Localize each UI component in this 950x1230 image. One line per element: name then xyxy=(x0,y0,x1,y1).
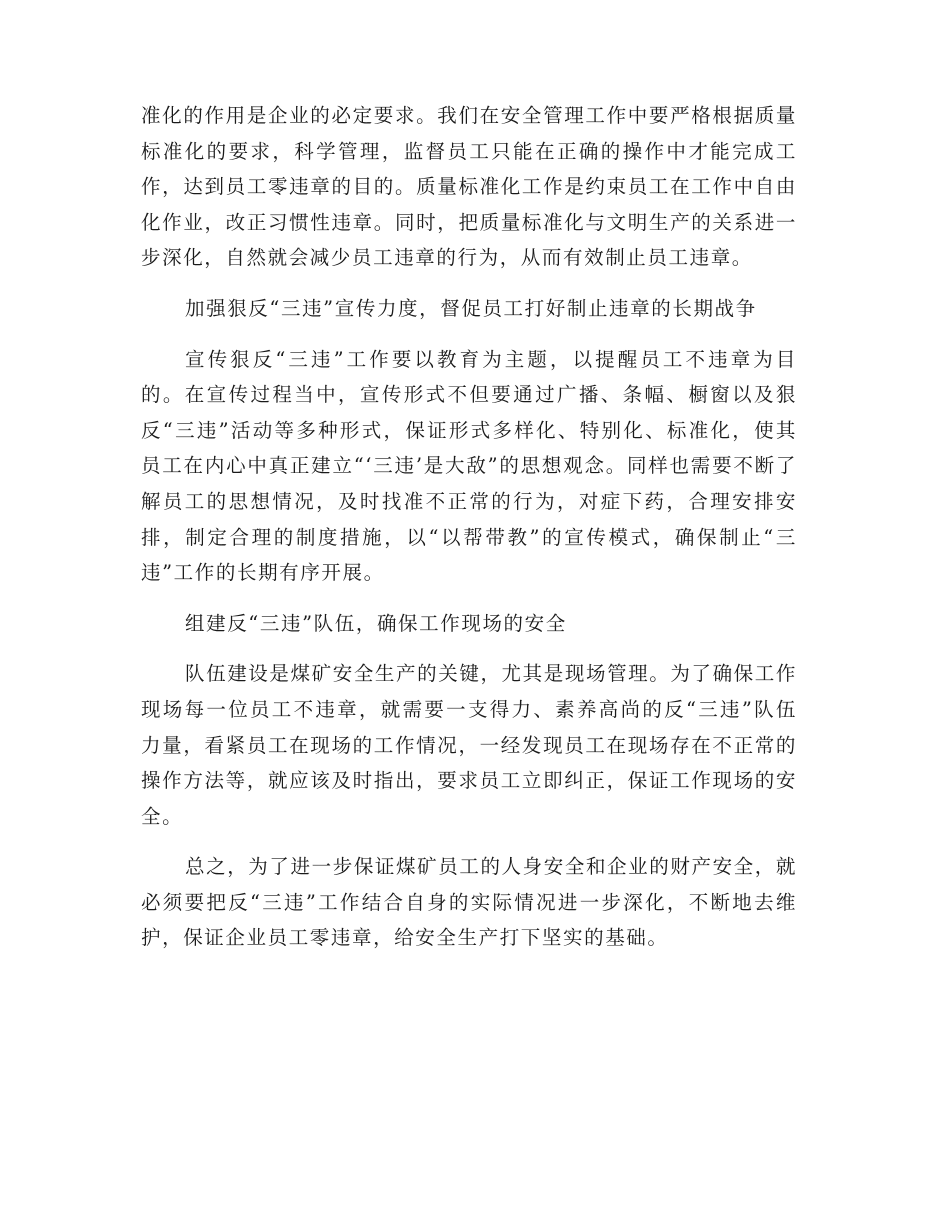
paragraph-quality-standardization: 准化的作用是企业的必定要求。我们在安全管理工作中要严格根据质量标准化的要求，科学管理，监督员工只能在正确的操作中才能完成工作，达到员工零违章的目的。质量标准化工作是约束员工在工作中自由化作业，改正习惯性违章。同时，把质量标准化与文明生产的关系进一步深化，自然就会减少员工违章的行为，从而有效制止员工违章。 xyxy=(141,104,797,270)
document-page xyxy=(141,98,797,956)
paragraph-propaganda: 宣传狠反“三违”工作要以教育为主题，以提醒员工不违章为目的。在宣传过程当中，宣传形式不但要通过广播、条幅、橱窗以及狠反“三违”活动等多种形式，保证形式多样化、特别化、标准化，使其员工在内心中真正建立“‘三违’是大敌”的思想观念。同样也需要不断了解员工的思想情况，及时找准不正常的行为，对症下药，合理安排安排，制定合理的制度措施，以“以帮带教”的宣传模式，确保制止“三违”工作的长期有序开展。 xyxy=(141,347,797,585)
paragraph-team: 队伍建设是煤矿安全生产的关键，尤其是现场管理。为了确保工作现场每一位员工不违章，就需要一支得力、素养高尚的反“三违”队伍力量，看紧员工在现场的工作情况，一经发现员工在现场存在不正常的操作方法等，就应该及时指出，要求员工立即纠正，保证工作现场的安全。 xyxy=(141,662,797,828)
section-heading-team: 组建反“三违”队伍，确保工作现场的安全 xyxy=(185,611,567,635)
paragraph-conclusion: 总之，为了进一步保证煤矿员工的人身安全和企业的财产安全，就必须要把反“三违”工作结合自身的实际情况进一步深化，不断地去维护，保证企业员工零违章，给安全生产打下坚实的基础。 xyxy=(141,855,797,950)
section-heading-propaganda: 加强狠反“三违”宣传力度，督促员工打好制止违章的长期战争 xyxy=(185,296,757,320)
